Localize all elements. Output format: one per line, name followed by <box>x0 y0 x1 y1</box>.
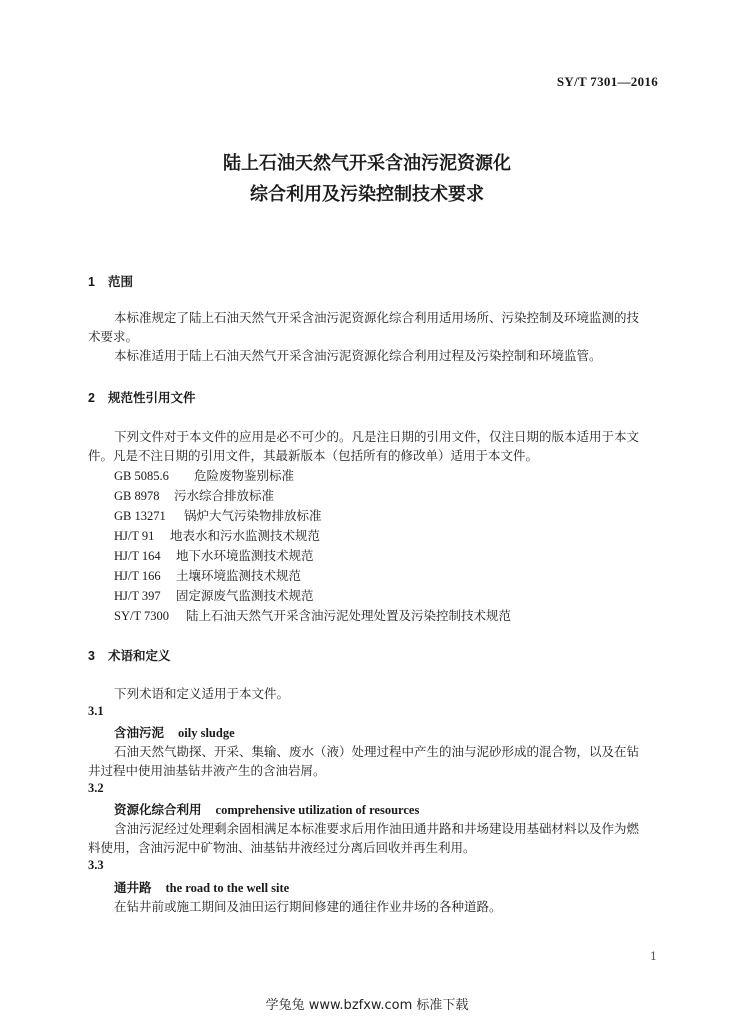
reference-title: 地下水环境监测技术规范 <box>176 548 314 563</box>
reference-title: 陆上石油天然气开采含油污泥处理处置及污染控制技术规范 <box>186 608 512 623</box>
section-number: 1 <box>88 275 95 289</box>
reference-code: HJ/T 166 <box>114 569 161 583</box>
section-2-heading <box>88 388 196 406</box>
term-number: 3.1 <box>88 704 104 718</box>
section-3-intro: 下列术语和定义适用于本文件。 <box>114 686 290 701</box>
term-chinese: 资源化综合利用 <box>114 802 202 817</box>
section-title: 范围 <box>108 274 134 289</box>
reference-title: 危险废物鉴别标准 <box>194 468 295 483</box>
term-english: oily sludge <box>178 726 235 740</box>
reference-item <box>114 606 511 624</box>
standard-code: SY/T 7301—2016 <box>556 74 658 89</box>
term-definition-line2: 料使用，含油污泥中矿物油、油基钻井液经过分离后回收并再生利用。 <box>88 840 476 855</box>
reference-code: HJ/T 91 <box>114 529 155 543</box>
reference-item <box>114 586 314 604</box>
document-title-line2: 综合利用及污染控制技术要求 <box>250 184 484 205</box>
reference-title: 固定源废气监测技术规范 <box>176 588 314 603</box>
reference-title: 锅炉大气污染物排放标准 <box>184 508 322 523</box>
reference-title: 土壤环境监测技术规范 <box>176 568 302 583</box>
reference-item <box>114 566 301 584</box>
term-number: 3.2 <box>88 781 104 795</box>
term-number: 3.3 <box>88 858 104 872</box>
term-english: the road to the well site <box>165 881 290 895</box>
reference-code: HJ/T 164 <box>114 549 161 563</box>
section-1-paragraph-1-line2: 术要求。 <box>88 329 139 344</box>
page-number: 1 <box>650 950 657 963</box>
section-number: 3 <box>88 649 95 663</box>
term-chinese: 含油污泥 <box>114 725 165 740</box>
reference-item <box>114 546 314 564</box>
section-1-paragraph-2: 本标准适用于陆上石油天然气开采含油污泥资源化综合利用过程及污染控制和环境监管。 <box>114 348 602 363</box>
section-1-heading <box>88 272 133 290</box>
section-3-heading <box>88 646 171 664</box>
reference-code: GB 13271 <box>114 509 166 523</box>
reference-code: HJ/T 397 <box>114 589 161 603</box>
term-heading <box>114 800 419 818</box>
term-definition-line1: 在钻井前或施工期间及油田运行期间修建的通往作业井场的各种道路。 <box>114 899 502 914</box>
reference-code: SY/T 7300 <box>114 609 169 623</box>
term-definition-line1: 含油污泥经过处理剩余固相满足本标准要求后用作油田通井路和井场建设用基础材料以及作为燃 <box>114 821 640 836</box>
term-english: comprehensive utilization of resources <box>215 803 420 817</box>
reference-item <box>114 486 274 504</box>
section-title: 术语和定义 <box>108 648 171 663</box>
term-heading <box>114 878 289 896</box>
section-2-intro-line1: 下列文件对于本文件的应用是必不可少的。凡是注日期的引用文件，仅注日期的版本适用于本文 <box>114 429 640 444</box>
reference-code: GB 8978 <box>114 489 160 503</box>
section-title: 规范性引用文件 <box>108 390 196 405</box>
reference-item <box>114 526 320 544</box>
section-1-paragraph-1-line1: 本标准规定了陆上石油天然气开采含油污泥资源化综合利用适用场所、污染控制及环境监测的技 <box>114 310 640 325</box>
reference-title: 地表水和污水监测技术规范 <box>170 528 321 543</box>
term-chinese: 通井路 <box>114 880 152 895</box>
section-2-intro-line2: 件。凡是不注日期的引用文件，其最新版本（包括所有的修改单）适用于本文件。 <box>88 448 539 463</box>
term-definition-line2: 井过程中使用油基钻井液产生的含油岩屑。 <box>88 763 326 778</box>
term-definition-line1: 石油天然气勘探、开采、集输、废水（液）处理过程中产生的油与泥砂形成的混合物，以及在钻 <box>114 744 640 759</box>
reference-title: 污水综合排放标准 <box>174 488 275 503</box>
term-heading <box>114 723 235 741</box>
footer-watermark: 学兔兔 www.bzfxw.com 标准下载 <box>265 998 469 1013</box>
reference-code: GB 5085.6 <box>114 469 169 483</box>
reference-item <box>114 506 322 524</box>
reference-item <box>114 466 294 484</box>
document-title-line1: 陆上石油天然气开采含油污泥资源化 <box>223 153 511 174</box>
section-number: 2 <box>88 391 95 405</box>
